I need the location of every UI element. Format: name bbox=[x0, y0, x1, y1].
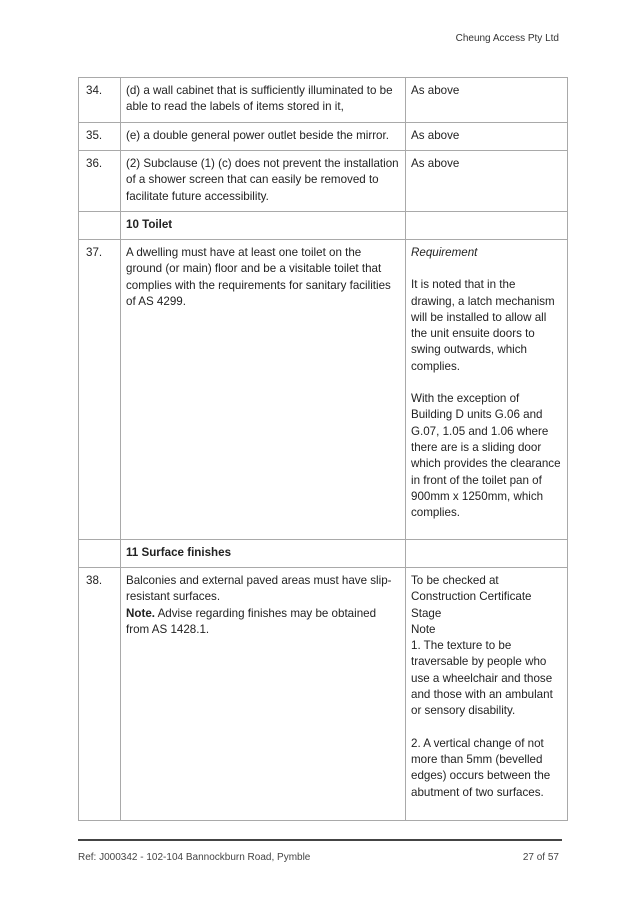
requirement-text: (2) Subclause (1) (c) does not prevent the installation of a shower screen that can easily be removed to facilitate future accessibility. bbox=[121, 151, 406, 212]
footer-reference: Ref: J000342 - 102-104 Bannockburn Road, Pymble bbox=[78, 852, 311, 863]
comment-paragraph: 2. A vertical change of not more than 5mm (bevelled edges) occurs between the abutment of two surfaces. bbox=[411, 736, 551, 799]
section-title: 10 Toilet bbox=[121, 212, 406, 240]
page-number: 27 of 57 bbox=[522, 852, 559, 863]
requirement-text: A dwelling must have at least one toilet on the ground (or main) floor and be a visitable toilet that complies with the requirements for sanitary facilities of AS 4299. bbox=[121, 240, 406, 540]
comment-cell bbox=[406, 568, 568, 821]
comment-note-label: Note bbox=[411, 622, 436, 636]
note-text: Advise regarding finishes may be obtained from AS 1428.1. bbox=[126, 606, 377, 636]
requirement-text: (d) a wall cabinet that is sufficiently illuminated to be able to read the labels of items stored in it, bbox=[121, 78, 406, 123]
section-title: 11 Surface finishes bbox=[121, 540, 406, 568]
comment-text: As above bbox=[406, 78, 568, 123]
comment-paragraph: 1. The texture to be traversable by people who use a wheelchair and those and those with an ambulant or sensory disability. bbox=[411, 639, 553, 718]
comment-cell bbox=[406, 240, 568, 540]
requirement-text: (e) a double general power outlet beside the mirror. bbox=[121, 123, 406, 151]
requirement-cell bbox=[121, 568, 406, 821]
row-number: 37. bbox=[79, 240, 121, 540]
note-label: Note. bbox=[126, 606, 155, 620]
comment-heading: Requirement bbox=[411, 246, 478, 259]
row-number: 36. bbox=[79, 151, 121, 212]
section-row bbox=[79, 212, 568, 240]
footer-divider bbox=[78, 839, 562, 841]
table-row bbox=[79, 78, 568, 123]
comment-paragraph: With the exception of Building D units G.06 and G.07, 1.05 and 1.06 where there are is a sliding door which provides the clearance in front of the toilet pan of 900mm x 1250mm, which complies. bbox=[411, 392, 561, 520]
comment-text: As above bbox=[406, 123, 568, 151]
section-row bbox=[79, 540, 568, 568]
comment-paragraph: It is noted that in the drawing, a latch mechanism will be installed to allow all the unit ensuite doors to swing outwards, which complies. bbox=[411, 278, 555, 373]
table-row bbox=[79, 240, 568, 540]
row-number: 38. bbox=[79, 568, 121, 821]
row-number: 35. bbox=[79, 123, 121, 151]
requirement-text: Balconies and external paved areas must have slip-resistant surfaces. bbox=[126, 574, 392, 604]
company-name: Cheung Access Pty Ltd bbox=[455, 33, 559, 44]
table-row bbox=[79, 123, 568, 151]
requirements-table bbox=[78, 77, 568, 821]
table-row bbox=[79, 151, 568, 212]
requirement-note bbox=[126, 606, 400, 639]
row-number: 34. bbox=[79, 78, 121, 123]
table-row bbox=[79, 568, 568, 821]
comment-text: As above bbox=[406, 151, 568, 212]
comment-paragraph: To be checked at Construction Certificate Stage bbox=[411, 574, 532, 620]
